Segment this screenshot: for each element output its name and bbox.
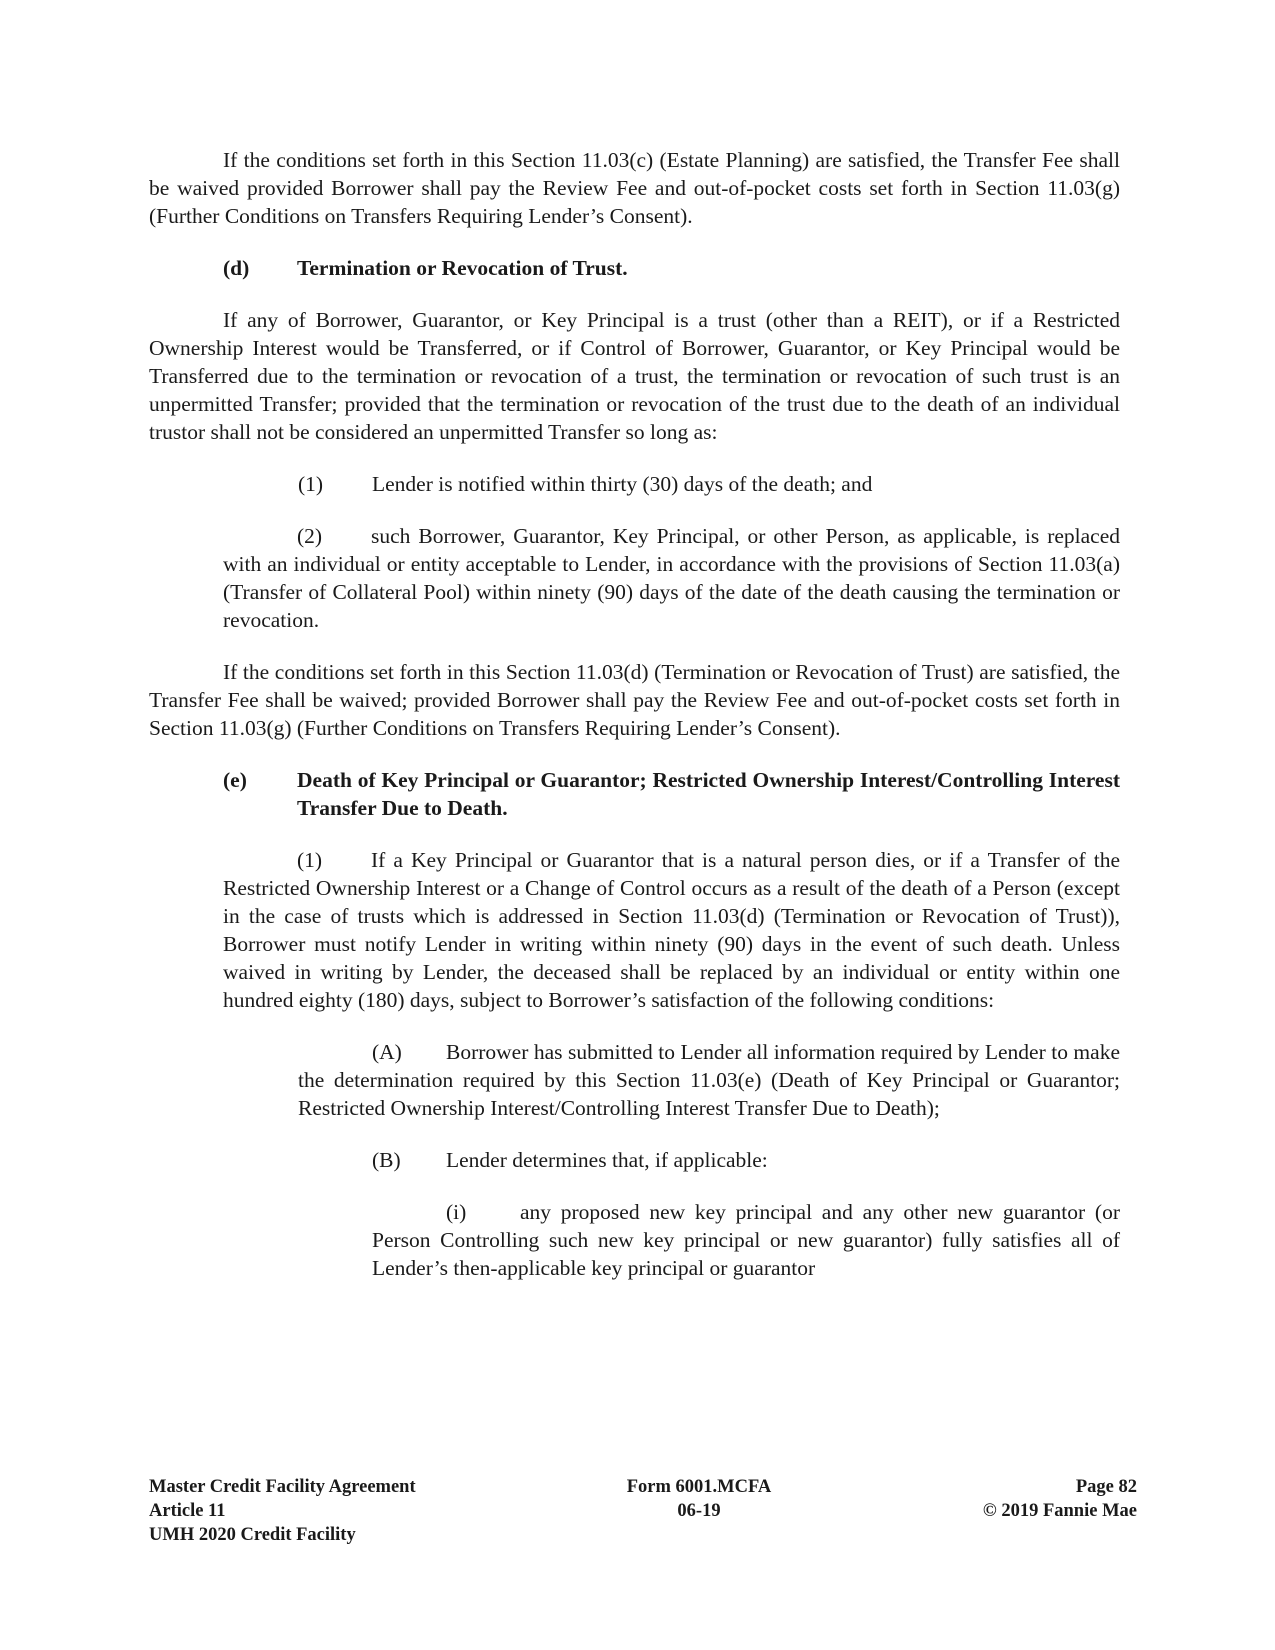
paragraph-trust-conditions-waiver: If the conditions set forth in this Section 11.03(d) (Termination or Revocation of Trust) are satisfied, the Transfer Fee shall be waived; provided Borrower shall pay the Review Fee and out-of-pocket costs set forth in Section 11.03(g) (Further Conditions on Transfers Requiring Lender’s Consent). xyxy=(149,660,1120,740)
document-body xyxy=(149,146,1120,1282)
list-item-d1 xyxy=(298,470,1120,498)
footer-document-title: Master Credit Facility Agreement xyxy=(149,1477,416,1497)
section-label: (e) xyxy=(223,768,247,792)
list-item-e1 xyxy=(223,846,1120,1014)
footer-form-date: 06-19 xyxy=(677,1501,721,1521)
list-item-eA xyxy=(298,1038,1120,1122)
section-label: (d) xyxy=(223,256,250,280)
list-item-text: Lender determines that, if applicable: xyxy=(446,1148,768,1172)
footer-facility-name: UMH 2020 Credit Facility xyxy=(149,1525,356,1545)
paragraph-trust-termination: If any of Borrower, Guarantor, or Key Principal is a trust (other than a REIT), or if a Restricted Ownership Interest would be Transferred, or if Control of Borrower, Guarantor, or Key Principal would be Transferred due to the termination or revocation of a trust, the termination or revocation of such trust is an unpermitted Transfer; provided that the termination or revocation of the trust due to the death of an individual trustor shall not be considered an unpermitted Transfer so long as: xyxy=(149,308,1120,444)
list-item-text: any proposed new key principal and any other new guarantor (or Person Controlling such new key principal or new guarantor) fully satisfies all of Lender’s then-applicable key principal or guarantor xyxy=(372,1200,1120,1280)
list-item-text: such Borrower, Guarantor, Key Principal, or other Person, as applicable, is replaced with an individual or entity acceptable to Lender, in accordance with the provisions of Section 11.03(a) (Transfer of Collateral Pool) within ninety (90) days of the date of the death causing the termination or revocation. xyxy=(223,524,1120,632)
list-item-number: (A) xyxy=(372,1040,402,1064)
list-item-text: Borrower has submitted to Lender all information required by Lender to make the determination required by this Section 11.03(e) (Death of Key Principal or Guarantor; Restricted Ownership Interest/Controlling Interest Transfer Due to Death); xyxy=(298,1040,1120,1120)
list-item-text: Lender is notified within thirty (30) days of the death; and xyxy=(372,472,873,496)
list-item-number: (i) xyxy=(446,1200,467,1224)
paragraph-estate-planning-conditions: If the conditions set forth in this Section 11.03(c) (Estate Planning) are satisfied, the Transfer Fee shall be waived provided Borrower shall pay the Review Fee and out-of-pocket costs set forth in Section 11.03(g) (Further Conditions on Transfers Requiring Lender’s Consent). xyxy=(149,148,1120,228)
list-item-number: (1) xyxy=(298,472,324,496)
section-heading-e xyxy=(223,766,1120,822)
footer-left xyxy=(149,1475,416,1547)
list-item-number: (2) xyxy=(297,524,323,548)
footer-center xyxy=(604,1475,794,1523)
section-title: Death of Key Principal or Guarantor; Restricted Ownership Interest/Controlling Interest Transfer Due to Death. xyxy=(297,768,1120,820)
footer-right xyxy=(983,1475,1137,1523)
list-item-number: (B) xyxy=(372,1148,401,1172)
section-heading-d xyxy=(223,254,1120,282)
list-item-eB xyxy=(372,1146,1120,1174)
footer-page-number: Page 82 xyxy=(1075,1477,1137,1497)
footer-form-number: Form 6001.MCFA xyxy=(626,1477,772,1497)
section-title: Termination or Revocation of Trust. xyxy=(297,256,628,280)
list-item-ei xyxy=(372,1198,1120,1282)
list-item-number: (1) xyxy=(297,848,323,872)
footer-article: Article 11 xyxy=(149,1501,226,1521)
list-item-d2 xyxy=(223,522,1120,634)
list-item-text: If a Key Principal or Guarantor that is a natural person dies, or if a Transfer of the Restricted Ownership Interest or a Change of Control occurs as a result of the death of a Person (except in the case of trusts which is addressed in Section 11.03(d) (Termination or Revocation of Trust)), Borrower must notify Lender in writing within ninety (90) days in the event of such death. Unless waived in writing by Lender, the deceased shall be replaced by an individual or entity within one hundred eighty (180) days, subject to Borrower’s satisfaction of the following conditions: xyxy=(223,848,1120,1012)
footer-copyright: © 2019 Fannie Mae xyxy=(982,1501,1137,1521)
